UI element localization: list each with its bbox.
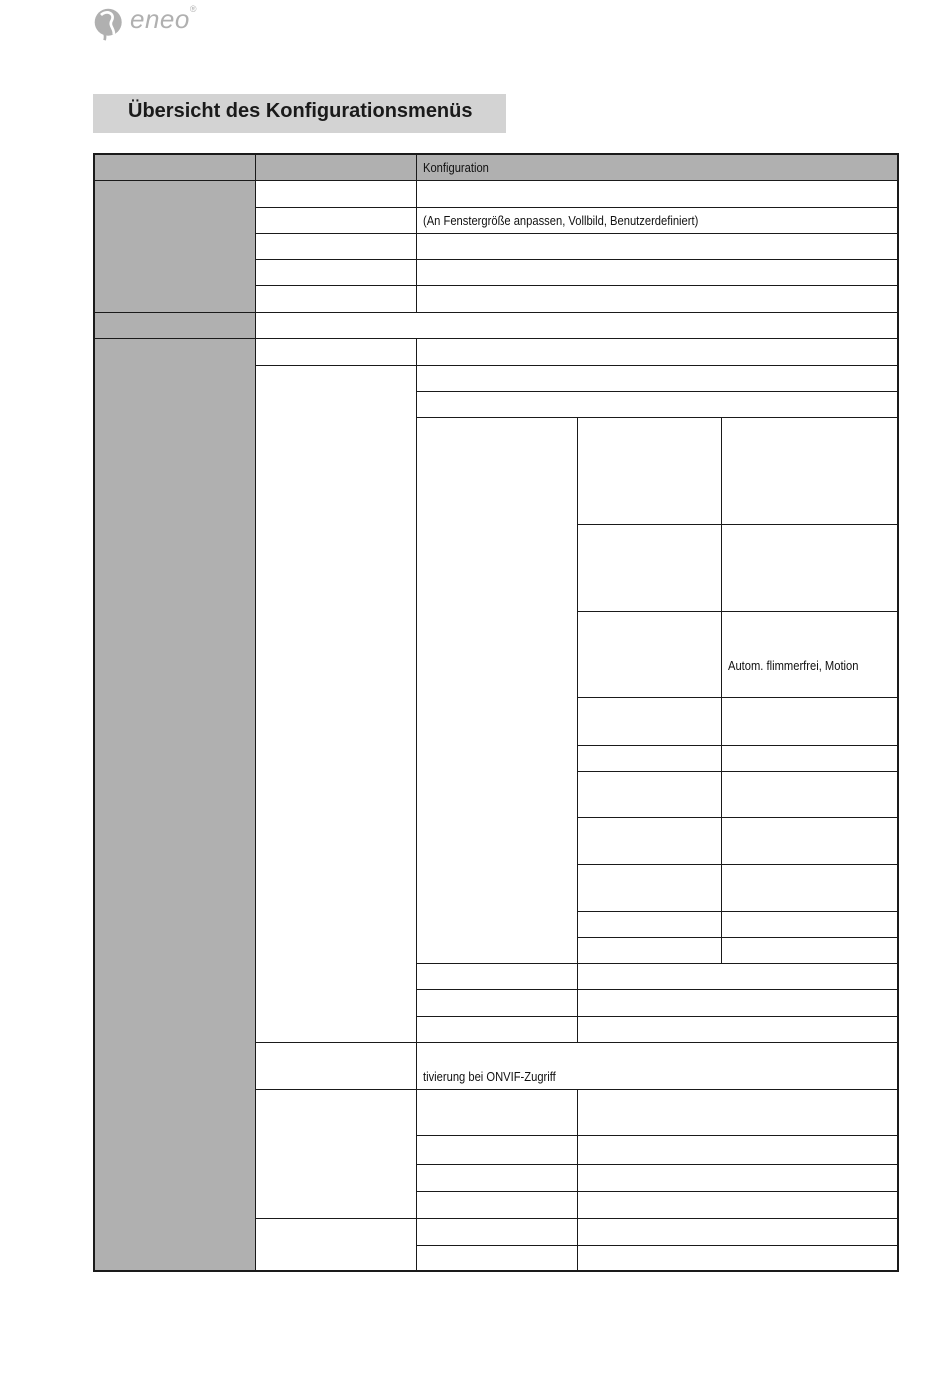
header-cell-col1 — [93, 153, 256, 181]
sub-row4-col4 — [577, 697, 722, 746]
sub-row8-col4 — [577, 864, 722, 912]
flicker-options: Autom. flimmerfrei, Motion — [728, 658, 859, 673]
row1-col2 — [255, 180, 417, 208]
subgroup-col3-a — [416, 417, 578, 964]
row11-value — [577, 989, 899, 1017]
sub-row2-col5 — [721, 524, 899, 612]
brand-name: eneo® — [130, 4, 197, 34]
sub-row3-col5 — [721, 611, 899, 698]
row10-value — [577, 963, 899, 990]
row8-value — [416, 365, 899, 392]
row15-value — [577, 1135, 899, 1165]
sub-row10-col4 — [577, 937, 722, 964]
row5-value — [416, 285, 899, 313]
sub-row5-col5 — [721, 745, 899, 772]
row14-col3 — [416, 1089, 578, 1136]
row18-col3 — [416, 1218, 578, 1246]
subgroup-col2-c — [255, 1218, 417, 1272]
sub-row1-col5 — [721, 417, 899, 525]
row5-col2 — [255, 285, 417, 313]
subgroup-col2-a — [255, 365, 417, 1043]
row2-col2 — [255, 207, 417, 234]
sub-row10-col5 — [721, 937, 899, 964]
header-cell-konfiguration — [416, 153, 899, 181]
row13-value — [416, 1042, 899, 1090]
sub-row3-col4 — [577, 611, 722, 698]
sub-row6-col4 — [577, 771, 722, 818]
sub-row7-col4 — [577, 817, 722, 865]
section-heading-band — [93, 94, 506, 133]
row1-value — [416, 180, 899, 208]
sub-row9-col5 — [721, 911, 899, 938]
sub-row8-col5 — [721, 864, 899, 912]
row12-value — [577, 1016, 899, 1043]
group-cell-2 — [93, 312, 256, 339]
sub-row5-col4 — [577, 745, 722, 772]
row13-col2 — [255, 1042, 417, 1090]
sub-row9-col4 — [577, 911, 722, 938]
row3-value — [416, 233, 899, 260]
row11-col3 — [416, 989, 578, 1017]
row3-col2 — [255, 233, 417, 260]
row2-value — [416, 207, 899, 234]
sub-row4-col5 — [721, 697, 899, 746]
group-cell-3 — [93, 338, 256, 1272]
eneo-logo-icon — [92, 4, 128, 44]
page-title: Übersicht des Konfigurationsmenüs — [128, 100, 473, 122]
row19-value — [577, 1245, 899, 1272]
header-label: Konfiguration — [423, 160, 489, 175]
row15-col3 — [416, 1135, 578, 1165]
onvif-note: tivierung bei ONVIF-Zugriff — [423, 1069, 556, 1084]
display-size-options: (An Fenstergröße anpassen, Vollbild, Benutzerdefiniert) — [423, 213, 699, 228]
row12-col3 — [416, 1016, 578, 1043]
row7-value — [416, 338, 899, 366]
row16-value — [577, 1164, 899, 1192]
row14-value — [577, 1089, 899, 1136]
row16-col3 — [416, 1164, 578, 1192]
group-cell-1 — [93, 180, 256, 313]
row17-col3 — [416, 1191, 578, 1219]
row4-value — [416, 259, 899, 286]
row6-value — [255, 312, 899, 339]
header-cell-col2 — [255, 153, 417, 181]
subgroup-col2-b — [255, 1089, 417, 1219]
sub-row1-col4 — [577, 417, 722, 525]
row19-col3 — [416, 1245, 578, 1272]
row9-value — [416, 391, 899, 418]
row7-col2 — [255, 338, 417, 366]
sub-row6-col5 — [721, 771, 899, 818]
row17-value — [577, 1191, 899, 1219]
sub-row7-col5 — [721, 817, 899, 865]
row18-value — [577, 1218, 899, 1246]
sub-row2-col4 — [577, 524, 722, 612]
row10-col3 — [416, 963, 578, 990]
row4-col2 — [255, 259, 417, 286]
